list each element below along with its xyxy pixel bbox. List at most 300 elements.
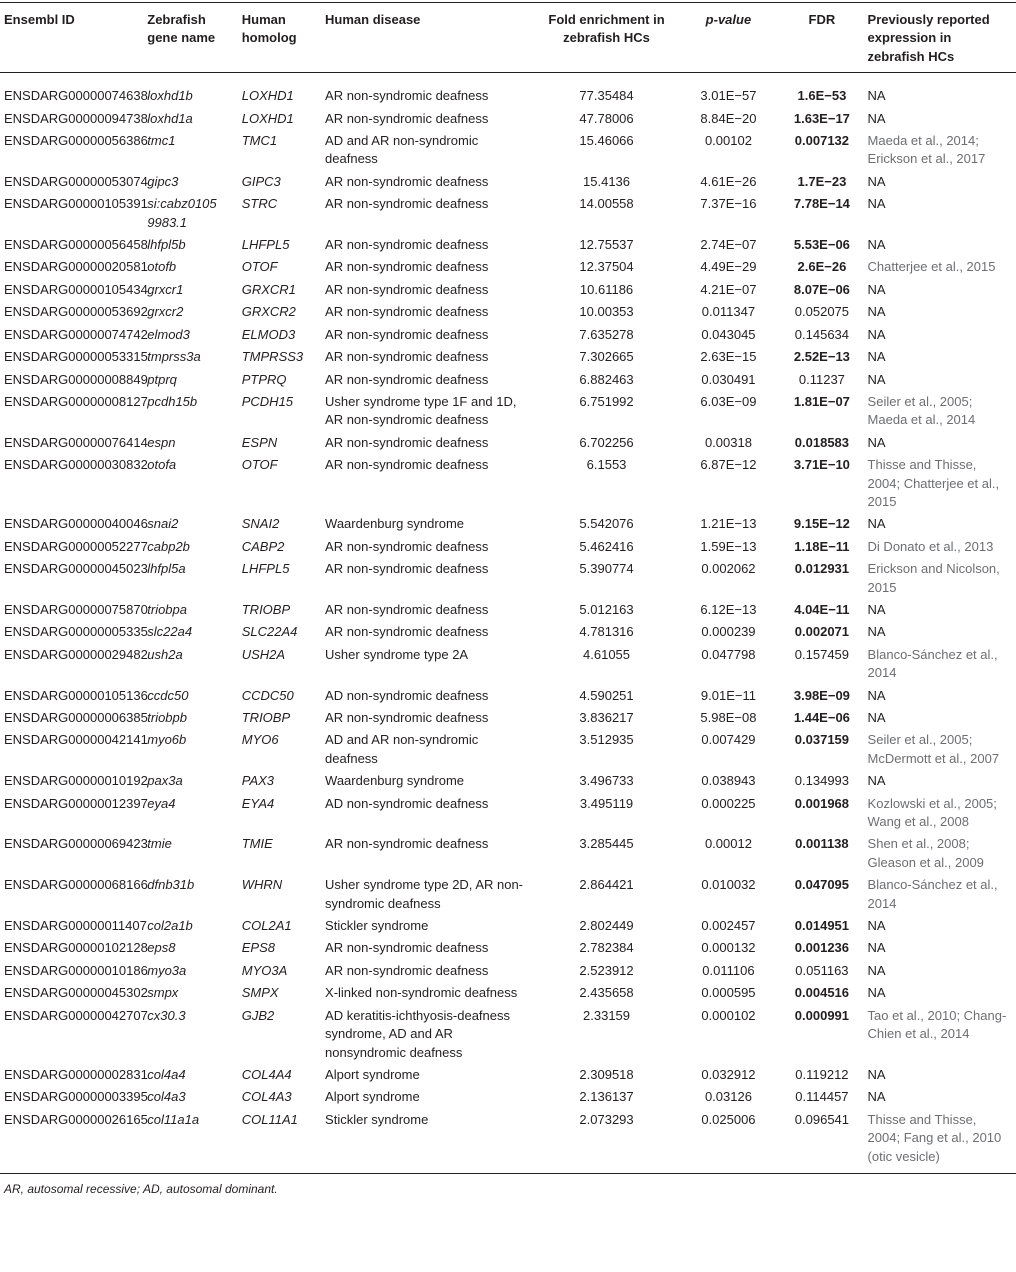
previous-expression-cell: Tao et al., 2010; Chang-Chien et al., 2014 <box>867 1007 1007 1042</box>
table-row <box>0 513 1016 535</box>
ensembl-id-cell: ENSDARG00000026165 <box>0 1109 143 1174</box>
ensembl-id-cell: ENSDARG00000042707 <box>4 1007 148 1023</box>
previous-expression-cell: NA <box>867 601 886 617</box>
human-homolog-cell: COL4A4 <box>241 1066 292 1082</box>
ensembl-id-cell: ENSDARG00000003395 <box>4 1089 148 1105</box>
p-value-cell: 4.49E−29 <box>700 259 757 275</box>
previous-expression-cell: NA <box>867 88 886 104</box>
human-homolog-cell: ESPN <box>241 434 278 450</box>
table-row <box>0 599 1016 621</box>
table-row <box>0 960 1016 982</box>
human-disease-cell: AR non-syndromic deafness <box>325 196 489 212</box>
zebrafish-gene-cell: triobpa <box>147 601 187 617</box>
table-row <box>0 536 1016 558</box>
zebrafish-gene-cell: pax3a <box>147 773 183 789</box>
human-disease-cell: Waardenburg syndrome <box>325 773 465 789</box>
p-value-cell: 0.000225 <box>701 795 756 811</box>
human-disease-cell: AR non-syndromic deafness <box>325 371 489 387</box>
fold-enrichment-cell: 6.751992 <box>579 393 634 409</box>
ensembl-id-cell: ENSDARG00000020581 <box>4 259 148 275</box>
human-homolog-cell: STRC <box>241 196 278 212</box>
fdr-cell: 7.78E−14 <box>793 196 850 212</box>
p-value-cell: 0.002062 <box>701 561 756 577</box>
fdr-cell: 0.002071 <box>794 624 850 640</box>
fold-enrichment-cell: 3.836217 <box>579 710 634 725</box>
table-row <box>0 729 1016 770</box>
fold-enrichment-cell: 4.781316 <box>579 624 634 640</box>
zebrafish-gene-cell: espn <box>147 434 176 450</box>
fold-enrichment-cell: 6.702256 <box>579 434 634 450</box>
gene-table <box>0 2 1016 1174</box>
fold-enrichment-cell: 6.1553 <box>586 457 627 473</box>
ensembl-id-cell: ENSDARG00000008127 <box>4 393 148 409</box>
fold-enrichment-cell: 3.512935 <box>579 732 634 748</box>
human-disease-cell: AD non-syndromic deafness <box>325 795 489 811</box>
previous-expression-cell: NA <box>867 110 886 126</box>
zebrafish-gene-cell: ush2a <box>147 646 183 662</box>
fdr-cell: 0.037159 <box>794 732 850 748</box>
fdr-cell: 0.012931 <box>794 561 850 577</box>
human-disease-cell: Usher syndrome type 1F and 1D, AR non-syndromic deafness <box>325 393 517 428</box>
table-row <box>0 1005 1016 1064</box>
human-homolog-cell: ELMOD3 <box>241 326 296 342</box>
zebrafish-gene-cell: myo3a <box>147 962 187 978</box>
fdr-cell: 0.018583 <box>794 434 850 450</box>
human-homolog-cell: GIPC3 <box>241 173 281 189</box>
human-homolog-cell: LOXHD1 <box>241 88 294 104</box>
table-row <box>0 937 1016 959</box>
fdr-cell: 0.114457 <box>795 1089 849 1105</box>
zebrafish-gene-cell: loxhd1b <box>147 88 193 104</box>
ensembl-id-cell: ENSDARG00000105391 <box>4 196 148 212</box>
table-row <box>0 1109 1016 1174</box>
fdr-cell: 9.15E−12 <box>793 516 850 532</box>
zebrafish-gene-cell: tmc1 <box>147 133 176 149</box>
p-value-cell: 0.000239 <box>701 624 756 640</box>
fold-enrichment-cell: 7.635278 <box>579 326 634 342</box>
human-disease-cell: Usher syndrome type 2D, AR non-syndromic deafness <box>325 877 524 911</box>
table-row <box>0 108 1016 130</box>
table-row <box>0 130 1016 171</box>
table-row <box>0 982 1016 1004</box>
previous-expression-cell: Thisse and Thisse, 2004; Fang et al., 2010 (otic vesicle) <box>864 1109 1016 1174</box>
table-row <box>0 1064 1016 1086</box>
p-value-cell: 6.03E−09 <box>700 393 757 409</box>
fdr-cell: 5.53E−06 <box>793 237 850 253</box>
previous-expression-cell: NA <box>867 1089 886 1105</box>
fold-enrichment-cell: 4.590251 <box>579 687 634 703</box>
p-value-cell: 8.84E−20 <box>700 110 757 126</box>
table-row <box>0 432 1016 454</box>
zebrafish-gene-cell: loxhd1a <box>147 110 193 126</box>
human-homolog-cell: USH2A <box>241 646 286 662</box>
human-homolog-cell: TRIOBP <box>241 710 291 725</box>
ensembl-id-cell: ENSDARG00000056386 <box>4 133 148 149</box>
p-value-cell: 0.038943 <box>701 773 756 789</box>
ensembl-id-cell: ENSDARG00000076414 <box>4 434 148 450</box>
human-homolog-cell: SMPX <box>241 985 279 1001</box>
fold-enrichment-cell: 2.864421 <box>579 877 634 893</box>
fdr-cell: 0.096541 <box>780 1109 863 1174</box>
p-value-cell: 0.000132 <box>701 940 756 956</box>
zebrafish-gene-cell: eya4 <box>147 795 176 811</box>
p-value-cell: 0.007429 <box>701 732 756 748</box>
fdr-cell: 0.134993 <box>794 773 850 789</box>
zebrafish-gene-cell: myo6b <box>147 732 187 748</box>
human-disease-cell: Waardenburg syndrome <box>325 516 465 532</box>
previous-expression-cell: Blanco-Sánchez et al., 2014 <box>867 877 998 911</box>
fold-enrichment-cell: 3.495119 <box>579 795 634 811</box>
table-row <box>0 256 1016 278</box>
table-row <box>0 171 1016 193</box>
p-value-cell: 9.01E−11 <box>700 687 756 703</box>
previous-expression-cell: NA <box>867 326 886 342</box>
ensembl-id-cell: ENSDARG00000105434 <box>4 281 148 297</box>
human-homolog-cell: COL2A1 <box>241 918 292 934</box>
fold-enrichment-cell: 5.542076 <box>579 516 634 532</box>
zebrafish-gene-cell: col11a1a <box>143 1109 237 1174</box>
human-disease-cell: Stickler syndrome <box>325 918 429 934</box>
human-homolog-cell: TMIE <box>241 836 273 852</box>
table-row <box>0 770 1016 792</box>
p-value-cell: 0.043045 <box>701 326 756 342</box>
human-disease-cell: AD keratitis-ichthyosis-deafness syndrome, AD and AR nonsyndromic deafness <box>325 1007 510 1060</box>
human-disease-cell: X-linked non-syndromic deafness <box>325 985 518 1001</box>
human-disease-cell: AR non-syndromic deafness <box>325 940 489 956</box>
human-disease-cell: Alport syndrome <box>325 1066 420 1082</box>
human-disease-cell: AR non-syndromic deafness <box>325 110 489 126</box>
table-row <box>0 707 1016 729</box>
p-value-cell: 6.87E−12 <box>700 457 757 473</box>
fdr-cell: 1.7E−23 <box>797 173 847 189</box>
zebrafish-gene-cell: otofa <box>147 457 177 473</box>
fdr-cell: 0.001236 <box>794 940 850 956</box>
fdr-cell: 2.6E−26 <box>797 259 847 275</box>
human-homolog-cell: TRIOBP <box>241 601 291 617</box>
table-body <box>0 73 1016 1174</box>
p-value-cell: 2.74E−07 <box>700 237 757 253</box>
previous-expression-cell: NA <box>867 773 886 789</box>
zebrafish-gene-cell: cabp2b <box>147 538 190 554</box>
fold-enrichment-cell: 2.523912 <box>579 962 634 978</box>
p-value-cell: 0.030491 <box>701 371 756 387</box>
fdr-cell: 3.71E−10 <box>793 457 850 473</box>
p-value-cell: 0.002457 <box>701 918 756 934</box>
ensembl-id-cell: ENSDARG00000045023 <box>4 561 148 577</box>
fdr-cell: 8.07E−06 <box>793 281 850 297</box>
header-human-disease: Human disease <box>321 3 536 73</box>
human-homolog-cell: CCDC50 <box>241 687 294 703</box>
table-row <box>0 833 1016 874</box>
zebrafish-gene-cell: cx30.3 <box>147 1007 186 1023</box>
table-header <box>0 3 1016 73</box>
p-value-cell: 0.032912 <box>701 1066 756 1082</box>
ensembl-id-cell: ENSDARG00000053315 <box>4 349 148 365</box>
header-zebrafish-gene: Zebrafish gene name <box>143 3 237 73</box>
human-disease-cell: AR non-syndromic deafness <box>325 237 489 253</box>
human-homolog-cell: EYA4 <box>241 795 275 811</box>
ensembl-id-cell: ENSDARG00000075870 <box>4 601 148 617</box>
ensembl-id-cell: ENSDARG00000010192 <box>4 773 148 789</box>
ensembl-id-cell: ENSDARG00000030832 <box>4 457 148 473</box>
human-homolog-cell: CABP2 <box>241 538 285 554</box>
p-value-cell: 1.21E−13 <box>700 516 757 532</box>
zebrafish-gene-cell: dfnb31b <box>147 877 195 893</box>
human-disease-cell: AR non-syndromic deafness <box>325 457 489 473</box>
human-homolog-cell: GRXCR2 <box>241 304 296 320</box>
ensembl-id-cell: ENSDARG00000056458 <box>4 237 148 253</box>
fdr-cell: 0.000991 <box>794 1007 850 1023</box>
fdr-cell: 0.004516 <box>794 985 850 1001</box>
ensembl-id-cell: ENSDARG00000010186 <box>4 962 148 978</box>
zebrafish-gene-cell: slc22a4 <box>147 624 193 640</box>
table-row <box>0 193 1016 234</box>
ensembl-id-cell: ENSDARG00000074638 <box>4 88 148 104</box>
p-value-cell: 0.010032 <box>701 877 756 893</box>
ensembl-id-cell: ENSDARG00000006385 <box>4 710 148 725</box>
table-row <box>0 369 1016 391</box>
p-value-cell: 0.011106 <box>702 962 755 978</box>
human-disease-cell: AR non-syndromic deafness <box>325 836 489 852</box>
zebrafish-gene-cell: triobpb <box>147 710 187 725</box>
human-homolog-cell: GRXCR1 <box>241 281 296 297</box>
ensembl-id-cell: ENSDARG00000045302 <box>4 985 148 1001</box>
header-fold-enrichment: Fold enrichment in zebrafish HCs <box>536 3 676 73</box>
fdr-cell: 0.047095 <box>794 877 850 893</box>
table-row <box>0 685 1016 707</box>
fdr-cell: 0.014951 <box>794 918 850 934</box>
human-disease-cell: Alport syndrome <box>325 1089 420 1105</box>
ensembl-id-cell: ENSDARG00000105136 <box>4 687 148 703</box>
fold-enrichment-cell: 15.46066 <box>579 133 634 149</box>
p-value-cell: 0.00012 <box>704 836 752 852</box>
previous-expression-cell: NA <box>867 281 886 297</box>
human-homolog-cell: PCDH15 <box>241 393 294 409</box>
p-value-cell: 7.37E−16 <box>700 196 757 212</box>
table-row <box>0 346 1016 368</box>
human-homolog-cell: MYO6 <box>241 732 279 748</box>
zebrafish-gene-cell: col4a4 <box>147 1066 186 1082</box>
fold-enrichment-cell: 2.073293 <box>536 1109 676 1174</box>
header-fdr: FDR <box>780 3 863 73</box>
human-homolog-cell: MYO3A <box>241 962 288 978</box>
human-homolog-cell: LHFPL5 <box>241 237 290 253</box>
human-disease-cell: AR non-syndromic deafness <box>325 326 489 342</box>
ensembl-id-cell: ENSDARG00000094738 <box>4 110 148 126</box>
human-disease-cell: AR non-syndromic deafness <box>325 304 489 320</box>
human-homolog-cell: GJB2 <box>241 1007 275 1023</box>
previous-expression-cell: NA <box>867 687 886 703</box>
ensembl-id-cell: ENSDARG00000002831 <box>4 1066 148 1082</box>
previous-expression-cell: NA <box>867 304 886 320</box>
table-row <box>0 279 1016 301</box>
fdr-cell: 0.001968 <box>794 795 850 811</box>
fdr-cell: 1.81E−07 <box>793 393 850 409</box>
header-p-value <box>677 3 781 73</box>
fdr-cell: 0.051163 <box>795 962 849 978</box>
zebrafish-gene-cell: gipc3 <box>147 173 179 189</box>
fold-enrichment-cell: 47.78006 <box>579 110 634 126</box>
human-homolog-cell: WHRN <box>241 877 283 893</box>
table-row <box>0 1086 1016 1108</box>
fdr-cell: 0.001138 <box>795 836 849 852</box>
previous-expression-cell: Shen et al., 2008; Gleason et al., 2009 <box>867 836 984 870</box>
fold-enrichment-cell: 5.462416 <box>579 538 634 554</box>
p-value-cell: 0.025006 <box>677 1109 781 1174</box>
table-row <box>0 454 1016 513</box>
fold-enrichment-cell: 2.309518 <box>579 1066 634 1082</box>
header-ensembl-id: Ensembl ID <box>0 3 143 73</box>
previous-expression-cell: NA <box>867 985 886 1001</box>
fdr-cell: 0.145634 <box>794 326 850 342</box>
human-disease-cell: AD non-syndromic deafness <box>325 687 489 703</box>
zebrafish-gene-cell: lhfpl5b <box>147 237 186 253</box>
ensembl-id-cell: ENSDARG00000068166 <box>4 877 148 893</box>
p-value-cell: 5.98E−08 <box>700 710 757 725</box>
fdr-cell: 2.52E−13 <box>793 349 850 365</box>
p-value-cell: 0.011347 <box>701 304 756 320</box>
previous-expression-cell: Erickson and Nicolson, 2015 <box>867 561 1000 595</box>
previous-expression-cell: Thisse and Thisse, 2004; Chatterjee et al., 2015 <box>867 457 1000 509</box>
ensembl-id-cell: ENSDARG00000102128 <box>4 940 148 956</box>
human-homolog-cell: LOXHD1 <box>241 110 294 126</box>
ensembl-id-cell: ENSDARG00000052277 <box>4 538 148 554</box>
p-value-cell: 0.047798 <box>701 646 756 662</box>
previous-expression-cell: NA <box>867 516 886 532</box>
table-row <box>0 621 1016 643</box>
fdr-cell: 0.157459 <box>794 646 850 662</box>
p-value-cell: 2.63E−15 <box>700 349 757 365</box>
table-row <box>0 301 1016 323</box>
zebrafish-gene-cell: tmie <box>147 836 172 852</box>
zebrafish-gene-cell: ccdc50 <box>147 687 189 703</box>
p-value-cell: 6.12E−13 <box>700 601 757 617</box>
table-row <box>0 793 1016 834</box>
zebrafish-gene-cell: grxcr2 <box>147 304 184 320</box>
ensembl-id-cell: ENSDARG00000008849 <box>4 371 148 387</box>
human-homolog-cell: SLC22A4 <box>241 624 298 640</box>
human-disease-cell: AR non-syndromic deafness <box>325 349 489 365</box>
fdr-cell: 1.6E−53 <box>797 88 847 104</box>
previous-expression-cell: NA <box>867 710 886 725</box>
p-value-cell: 1.59E−13 <box>700 538 757 554</box>
table-footnote: AR, autosomal recessive; AD, autosomal dominant. <box>4 1181 278 1196</box>
fold-enrichment-cell: 7.302665 <box>579 349 634 365</box>
human-disease-cell: AR non-syndromic deafness <box>325 173 489 189</box>
fold-enrichment-cell: 2.33159 <box>583 1007 631 1023</box>
fold-enrichment-cell: 2.782384 <box>579 940 634 956</box>
human-disease-cell: AR non-syndromic deafness <box>325 538 489 554</box>
zebrafish-gene-cell: tmprss3a <box>147 349 201 365</box>
fold-enrichment-cell: 5.012163 <box>579 601 634 617</box>
zebrafish-gene-cell: otofb <box>147 259 177 275</box>
human-homolog-cell: TMPRSS3 <box>241 349 304 365</box>
previous-expression-cell: Seiler et al., 2005; McDermott et al., 2007 <box>867 732 1000 766</box>
previous-expression-cell: NA <box>867 962 886 978</box>
ensembl-id-cell: ENSDARG00000042141 <box>4 732 148 748</box>
fold-enrichment-cell: 12.75537 <box>579 237 634 253</box>
previous-expression-cell: NA <box>867 237 886 253</box>
human-homolog-cell: TMC1 <box>241 133 278 149</box>
human-disease-cell: Usher syndrome type 2A <box>325 646 469 662</box>
previous-expression-cell: NA <box>867 918 886 934</box>
human-disease-cell: AR non-syndromic deafness <box>325 281 489 297</box>
table-row <box>0 558 1016 599</box>
fold-enrichment-cell: 77.35484 <box>579 88 634 104</box>
ensembl-id-cell: ENSDARG00000074742 <box>4 326 148 342</box>
fdr-cell: 1.18E−11 <box>794 538 850 554</box>
human-homolog-cell: PTPRQ <box>241 371 287 387</box>
header-row <box>0 3 1016 73</box>
table-row <box>0 73 1016 108</box>
human-disease-cell: AR non-syndromic deafness <box>325 624 489 640</box>
table-row <box>0 644 1016 685</box>
human-homolog-cell: PAX3 <box>241 773 275 789</box>
fold-enrichment-cell: 10.00353 <box>579 304 634 320</box>
human-disease-cell: AR non-syndromic deafness <box>325 259 489 275</box>
human-disease-cell: AR non-syndromic deafness <box>325 434 489 450</box>
fold-enrichment-cell: 14.00558 <box>579 196 634 212</box>
zebrafish-gene-cell: smpx <box>147 985 179 1001</box>
previous-expression-cell: Di Donato et al., 2013 <box>867 538 994 554</box>
table-row <box>0 234 1016 256</box>
zebrafish-gene-cell: ptprq <box>147 371 177 387</box>
zebrafish-gene-cell: grxcr1 <box>147 281 184 297</box>
fold-enrichment-cell: 3.496733 <box>579 773 634 789</box>
header-human-homolog: Human homolog <box>238 3 321 73</box>
p-value-cell: 0.000102 <box>701 1007 756 1023</box>
table-row <box>0 915 1016 937</box>
fdr-cell: 3.98E−09 <box>793 687 850 703</box>
fdr-cell: 0.007132 <box>794 133 850 149</box>
human-homolog-cell: OTOF <box>241 457 278 473</box>
table-row <box>0 391 1016 432</box>
p-value-cell: 0.00102 <box>704 133 752 149</box>
zebrafish-gene-cell: pcdh15b <box>147 393 198 409</box>
ensembl-id-cell: ENSDARG00000053074 <box>4 173 148 189</box>
fold-enrichment-cell: 2.802449 <box>579 918 634 934</box>
fdr-cell: 1.63E−17 <box>793 110 850 126</box>
ensembl-id-cell: ENSDARG00000005335 <box>4 624 148 640</box>
human-disease-cell: AR non-syndromic deafness <box>325 710 489 725</box>
fdr-cell: 1.44E−06 <box>793 710 850 725</box>
fdr-cell: 0.11237 <box>798 371 845 387</box>
p-value-cell: 0.000595 <box>701 985 756 1001</box>
previous-expression-cell: NA <box>867 371 886 387</box>
table-row <box>0 324 1016 346</box>
human-disease-cell: AR non-syndromic deafness <box>325 561 489 577</box>
zebrafish-gene-cell: lhfpl5a <box>147 561 186 577</box>
human-homolog-cell: EPS8 <box>241 940 275 956</box>
previous-expression-cell: Seiler et al., 2005; Maeda et al., 2014 <box>867 393 976 428</box>
p-value-cell: 0.00318 <box>704 434 752 450</box>
fold-enrichment-cell: 5.390774 <box>579 561 634 577</box>
p-value-cell: 3.01E−57 <box>700 88 757 104</box>
human-disease-cell: AR non-syndromic deafness <box>325 962 489 978</box>
fold-enrichment-cell: 10.61186 <box>579 281 634 297</box>
fold-enrichment-cell: 12.37504 <box>579 259 634 275</box>
p-value-cell: 4.21E−07 <box>700 281 757 297</box>
zebrafish-gene-cell: elmod3 <box>147 326 190 342</box>
ensembl-id-cell: ENSDARG00000053692 <box>4 304 148 320</box>
human-homolog-cell: OTOF <box>241 259 278 275</box>
previous-expression-cell: NA <box>867 940 886 956</box>
human-homolog-cell: COL11A1 <box>238 1109 321 1174</box>
fold-enrichment-cell: 2.435658 <box>579 985 634 1001</box>
fdr-cell: 4.04E−11 <box>794 601 850 617</box>
header-p-value-text: p-value <box>705 12 752 27</box>
human-disease-cell: AR non-syndromic deafness <box>325 88 489 104</box>
